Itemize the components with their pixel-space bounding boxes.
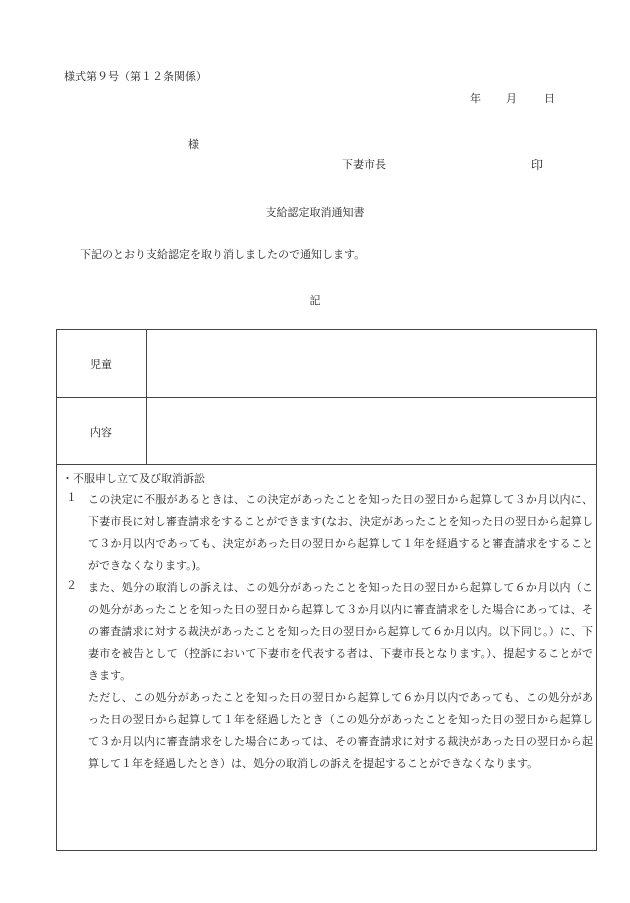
sender-name: 下妻市長 [342, 158, 386, 171]
seal-mark: 印 [531, 158, 544, 172]
row-label-child: 児童 [90, 358, 112, 371]
ki-marker: 記 [309, 294, 321, 307]
date-month-label: 月 [506, 92, 517, 105]
date-day-label: 日 [544, 92, 555, 105]
appeal-notice [57, 465, 596, 850]
appeal-item-text: また、処分の取消しの訴えは、この処分があったことを知った日の翌日から起算して６か月以内（この処分があったことを知った日の翌日から起算して３か月以内に審査請求をした場合にあっては、その審査請求に対する裁決があったことを知った日の翌日から起算して６か月以内。以下同じ。）に、下妻市を被告として（控訴において下妻市を代表する者は、下妻市長となります。）、提起することができます。 [88, 581, 593, 683]
table-row-child [57, 330, 596, 398]
content-value-cell[interactable] [147, 398, 596, 464]
appeal-heading: ・不服申し立て及び取消訴訟 [62, 472, 205, 485]
appeal-proviso-text: ただし、この処分があったことを知った日の翌日から起算して６か月以内であっても、この処分があった日の翌日から起算して１年を経過したとき（この処分があったことを知った日の翌日から起算して３か月以内に審査請求をした場合にあっては、その審査請求に対する裁決があった日の翌日から起算して１年を経過したとき）は、処分の取消しの訴えを提起することができなくなります。 [88, 691, 593, 771]
intro-text: 下記のとおり支給認定を取り消しましたので通知します。 [80, 248, 366, 261]
details-table [56, 329, 597, 851]
label-cell [57, 398, 147, 464]
date-line [470, 90, 560, 106]
row-label-content: 内容 [90, 426, 112, 439]
table-row-content [57, 398, 596, 465]
label-cell [57, 330, 147, 397]
item-number: １ [66, 491, 77, 504]
date-year-label: 年 [470, 92, 481, 105]
addressee-honorific: 様 [188, 138, 199, 151]
child-value-cell[interactable] [147, 330, 596, 397]
form-number: 様式第９号（第１２条関係） [64, 70, 207, 83]
appeal-item-text: この決定に不服があるときは、この決定があったことを知った日の翌日から起算して３か月以内に、下妻市長に対し審査請求をすることができます(なお、決定があったことを知った日の翌日から起算して３か月以内であっても、決定があった日の翌日から起算して１年を経過すると審査請求をすることができなくなります。)。 [88, 493, 593, 573]
item-number: ２ [66, 579, 77, 592]
document-title: 支給認定取消通知書 [265, 206, 365, 219]
